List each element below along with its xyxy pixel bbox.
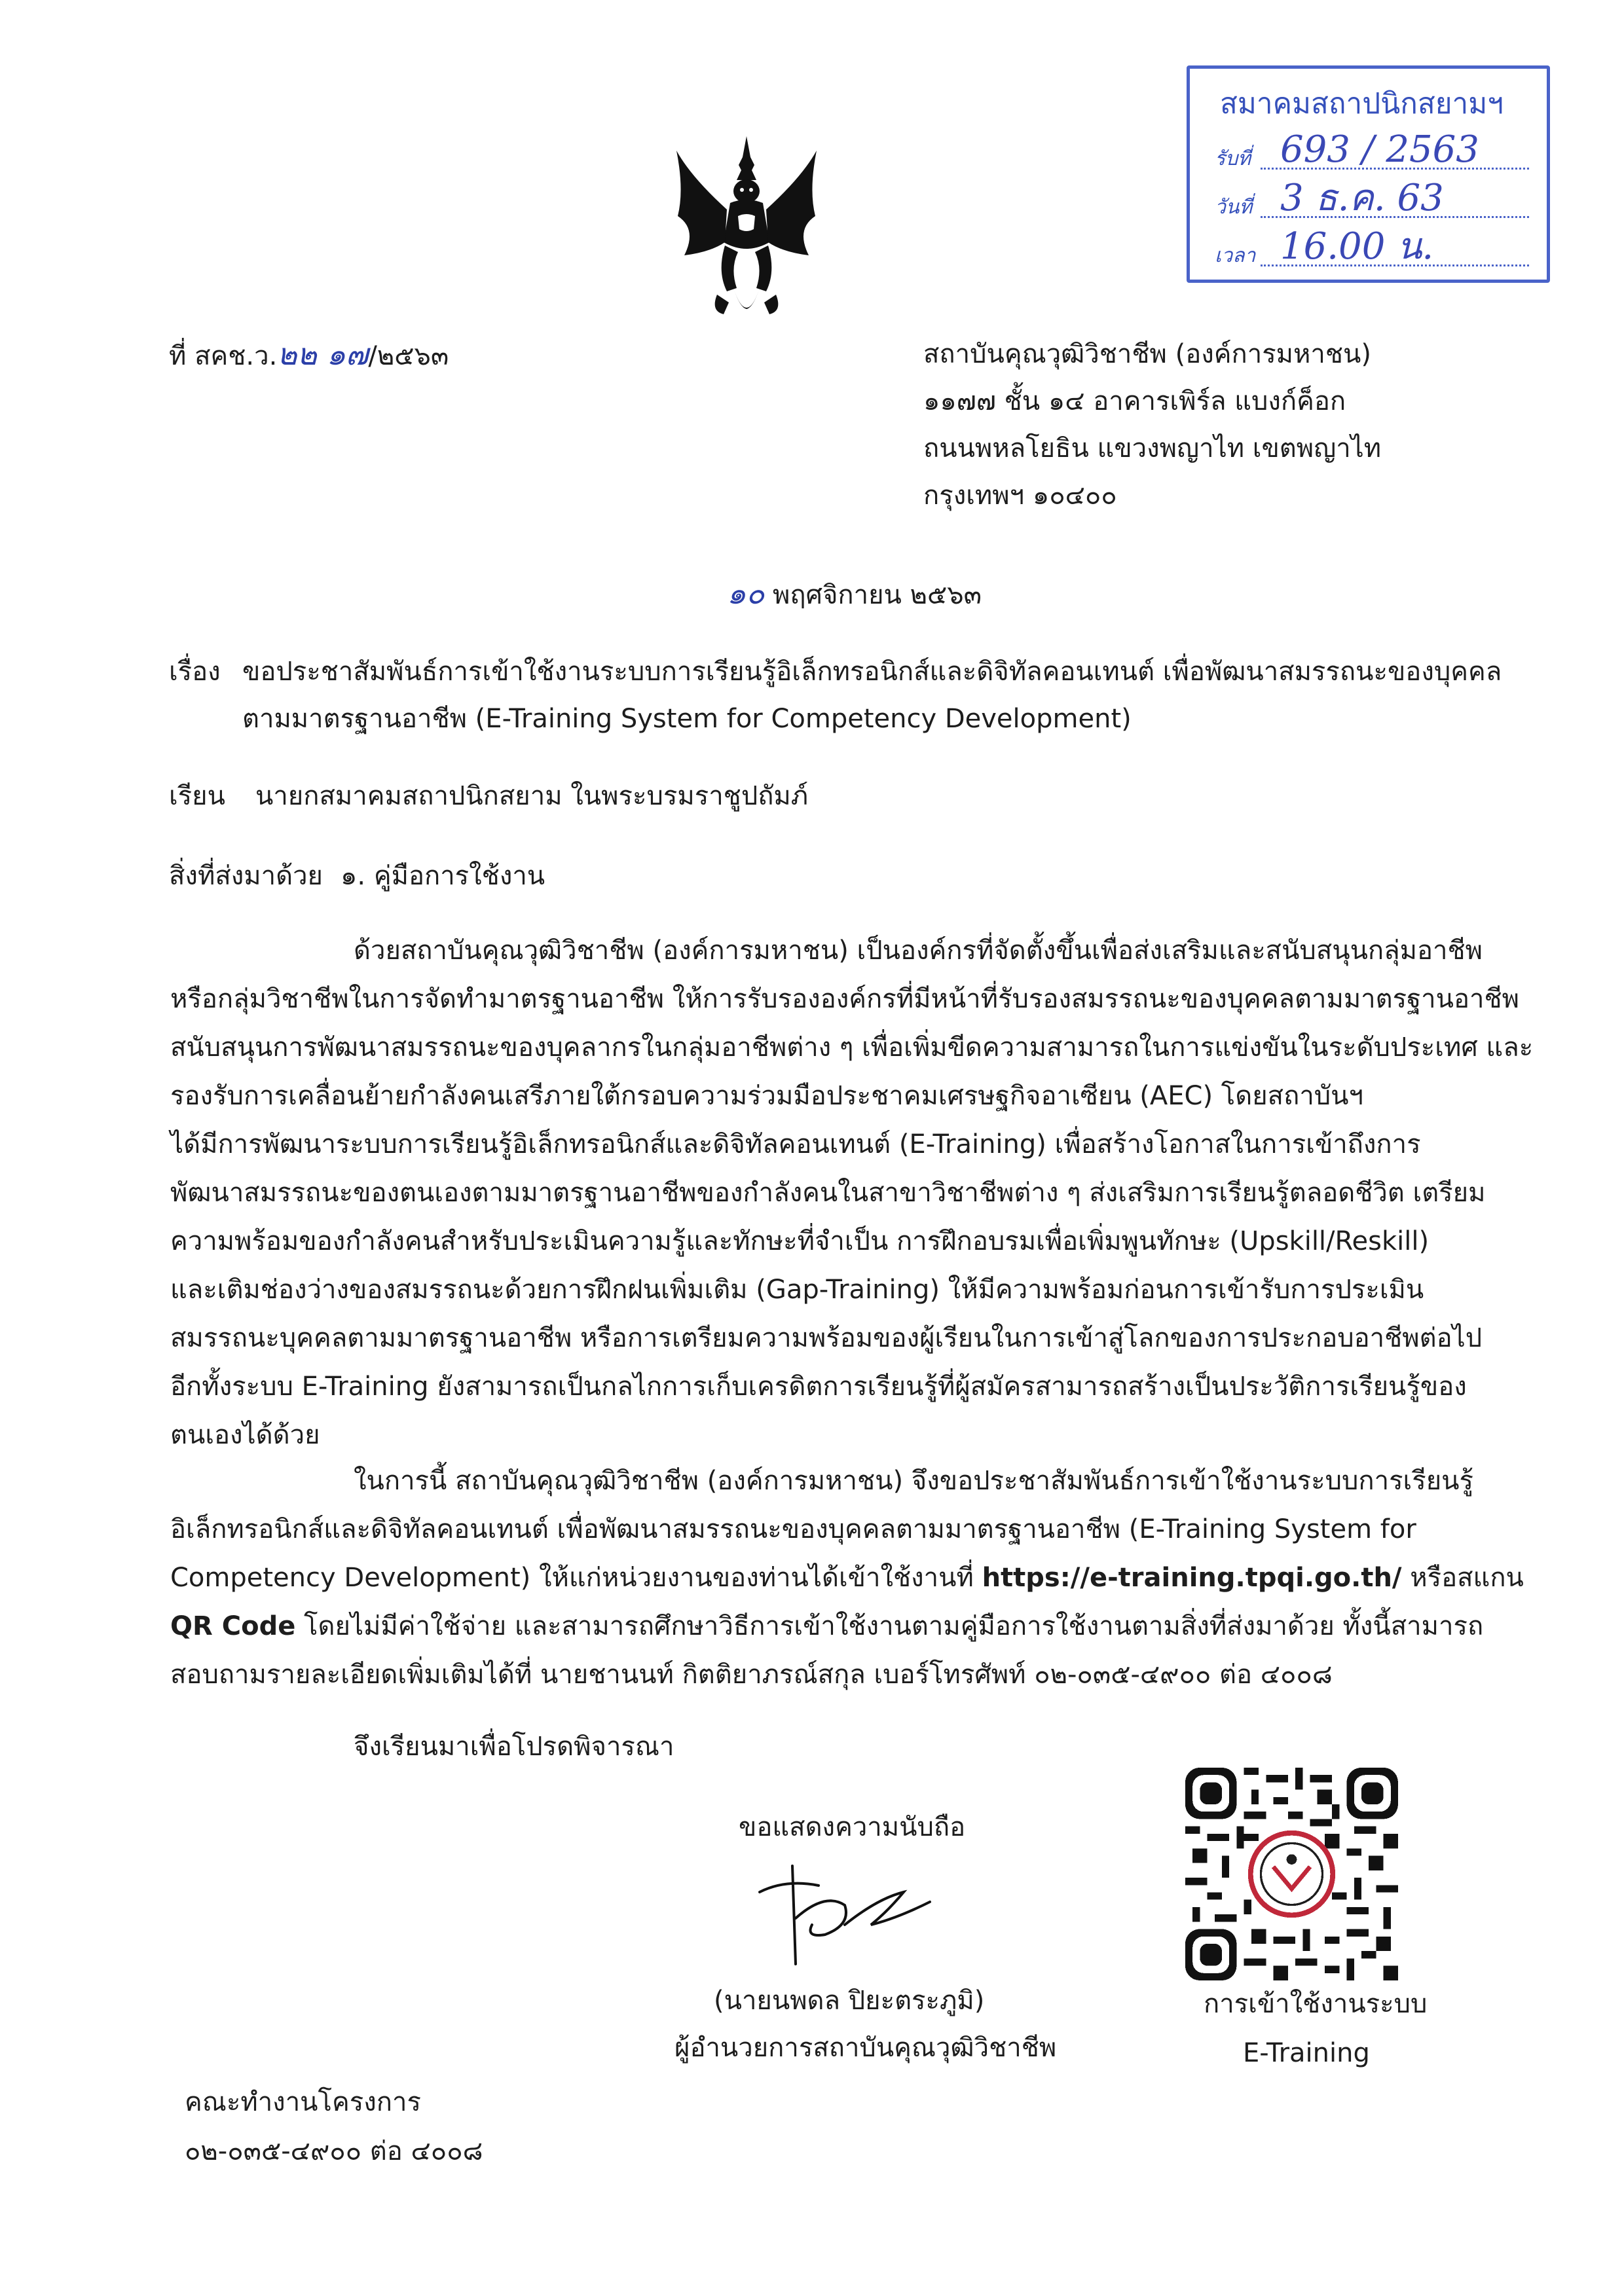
paragraph-line: สนับสนุนการพัฒนาสมรรถนะของบุคลากรในกลุ่มอาชีพต่าง ๆ เพื่อเพิ่มขีดความสามารถในการแข่งขันในระดับประเทศ และ	[170, 1032, 1534, 1063]
body-paragraph-2	[170, 1457, 1524, 1699]
sender-address	[923, 331, 1381, 519]
paragraph-line: รองรับการเคลื่อนย้ายกำลังคนเสรีภายใต้กรอบความร่วมมือประชาคมเศรษฐกิจอาเซียน (AEC) โดยสถาบันฯ	[170, 1081, 1363, 1111]
paragraph-line: และเติมช่องว่างของสมรรถนะด้วยการฝึกฝนเพิ่มเติม (Gap-Training) ให้มีความพร้อมก่อนการเข้ารับการประเมิน	[170, 1275, 1424, 1305]
qr-caption-line-1: การเข้าใช้งานระบบ	[1204, 1989, 1428, 2019]
paragraph-line: ด้วยสถาบันคุณวุฒิวิชาชีพ (องค์การมหาชน) เป็นองค์กรที่จัดตั้งขึ้นเพื่อส่งเสริมและสนับสนุนกลุ่มอาชีพ	[354, 936, 1483, 966]
paragraph-line: ในการนี้ สถาบันคุณวุฒิวิชาชีพ (องค์การมหาชน) จึงขอประชาสัมพันธ์การเข้าใช้งานระบบการเรียนรู้	[354, 1466, 1473, 1496]
letter-date-day: ๑๐	[727, 575, 765, 611]
garuda-emblem-icon	[665, 131, 828, 334]
enclosure-label: สิ่งที่ส่งมาด้วย	[169, 861, 323, 891]
qr-code-icon[interactable]	[1185, 1768, 1398, 1980]
addressee-label: เรียน	[169, 781, 225, 811]
paragraph-line: หรือกลุ่มวิชาชีพในการจัดทำมาตรฐานอาชีพ ให้การรับรององค์กรที่มีหน้าที่รับรองสมรรถนะของบุคคลตามมาตรฐานอาชีพ	[170, 984, 1519, 1014]
stamp-time-value: 16.00 น.	[1280, 225, 1434, 268]
paragraph-line: อีกทั้งระบบ E-Training ยังสามารถเป็นกลไกการเก็บเครดิตการเรียนรู้ที่ผู้สมัครสามารถสร้างเป็นประวัติการเรียนรู้ของ	[170, 1372, 1467, 1402]
paragraph-line: สมรรถนะบุคคลตามมาตรฐานอาชีพ หรือการเตรียมความพร้อมของผู้เรียนในการเข้าสู่โลกของการประกอบอาชีพต่อไป	[170, 1323, 1483, 1353]
signature-mark-icon	[747, 1853, 943, 1971]
doc-ref-suffix: /๒๕๖๓	[368, 341, 449, 371]
signer-position: ผู้อำนวยการสถาบันคุณวุฒิวิชาชีพ	[674, 2033, 1057, 2063]
doc-ref-prefix: ที่ สคช.ว.	[169, 341, 278, 371]
sender-line: สถาบันคุณวุฒิวิชาชีพ (องค์การมหาชน)	[923, 339, 1371, 369]
stamp-date-label: วันที่	[1215, 196, 1253, 219]
sender-line: กรุงเทพฯ ๑๐๔๐๐	[923, 481, 1117, 511]
sender-line: ถนนพหลโยธิน แขวงพญาไท เขตพญาไท	[923, 433, 1382, 464]
sender-line: ๑๑๗๗ ชั้น ๑๔ อาคารเพิร์ล แบงก์ค็อก	[923, 386, 1346, 416]
paragraph-line: ตนเองได้ด้วย	[170, 1420, 320, 1450]
footer-phone: ๐๒-๐๓๕-๔๙๐๐ ต่อ ๔๐๐๘	[185, 2136, 483, 2166]
letter-date-rest: พฤศจิกายน ๒๕๖๓	[773, 580, 982, 610]
receipt-stamp	[1187, 65, 1550, 283]
stamp-row-time	[1215, 226, 1529, 273]
paragraph-line: ความพร้อมของกำลังคนสำหรับประเมินความรู้และทักษะที่จำเป็น การฝึกอบรมเพื่อเพิ่มพูนทักษะ (Upskill/Reskill)	[170, 1226, 1430, 1256]
addressee-value: นายกสมาคมสถาปนิกสยาม ในพระบรมราชูปถัมภ์	[255, 781, 809, 811]
closing-text: จึงเรียนมาเพื่อโปรดพิจารณา	[354, 1732, 674, 1762]
stamp-date-value: 3 ธ.ค. 63	[1280, 177, 1444, 219]
stamp-number-label: รับที่	[1215, 147, 1251, 170]
body-paragraph-1	[170, 926, 1533, 1459]
subject-line-2: ตามมาตรฐานอาชีพ (E-Training System for Competency Development)	[242, 704, 1132, 734]
stamp-number-value: 693 / 2563	[1280, 128, 1479, 171]
paragraph-line: ได้มีการพัฒนาระบบการเรียนรู้อิเล็กทรอนิกส์และดิจิทัลคอนเทนต์ (E-Training) เพื่อสร้างโอกาสในการเข้าถึงการ	[170, 1129, 1421, 1159]
enclosure-value: ๑. คู่มือการใช้งาน	[341, 861, 545, 891]
stamp-row-date	[1215, 177, 1529, 225]
letter-date	[727, 570, 982, 619]
doc-reference	[169, 331, 449, 380]
stamp-org-name: สมาคมสถาปนิกสยามฯ	[1220, 87, 1504, 120]
doc-ref-number: ๒๒ ๑๗	[277, 337, 369, 372]
footer-team: คณะทำงานโครงการ	[185, 2087, 421, 2117]
subject-label: เรื่อง	[169, 657, 221, 687]
e-training-url-link[interactable]: https://e-training.tpqi.go.th/	[982, 1563, 1402, 1593]
paragraph-line: พัฒนาสมรรถนะของตนเองตามมาตรฐานอาชีพของกำลังคนในสาขาวิชาชีพต่าง ๆ ส่งเสริมการเรียนรู้ตลอดชีวิต เตรียม	[170, 1178, 1486, 1208]
regards-text: ขอแสดงความนับถือ	[739, 1812, 966, 1842]
stamp-row-number	[1215, 129, 1529, 176]
paragraph-line: Competency Development) ให้แก่หน่วยงานของท่านได้เข้าใช้งานที่ https://e-training.tpqi.go.th/ หรือสแกน	[170, 1563, 1524, 1593]
signer-name: (นายนพดล ปิยะตระภูมิ)	[714, 1986, 985, 2016]
qr-caption-line-2: E-Training	[1243, 2038, 1370, 2068]
paragraph-line: สอบถามรายละเอียดเพิ่มเติมได้ที่ นายชานนท์ กิตติยาภรณ์สกุล เบอร์โทรศัพท์ ๐๒-๐๓๕-๔๙๐๐ ต่อ ๔๐๐๘	[170, 1660, 1333, 1690]
paragraph-line: QR Code โดยไม่มีค่าใช้จ่าย และสามารถศึกษาวิธีการเข้าใช้งานตามคู่มือการใช้งานตามสิ่งที่ส่งมาด้วย ทั้งนี้สามารถ	[170, 1611, 1484, 1641]
stamp-time-label: เวลา	[1215, 244, 1256, 267]
subject-line-1: ขอประชาสัมพันธ์การเข้าใช้งานระบบการเรียนรู้อิเล็กทรอนิกส์และดิจิทัลคอนเทนต์ เพื่อพัฒนาสมรรถนะของบุคคล	[242, 657, 1502, 687]
qr-code-text: QR Code	[170, 1611, 296, 1641]
paragraph-line: อิเล็กทรอนิกส์และดิจิทัลคอนเทนต์ เพื่อพัฒนาสมรรถนะของบุคคลตามมาตรฐานอาชีพ (E-Training System for	[170, 1514, 1416, 1544]
